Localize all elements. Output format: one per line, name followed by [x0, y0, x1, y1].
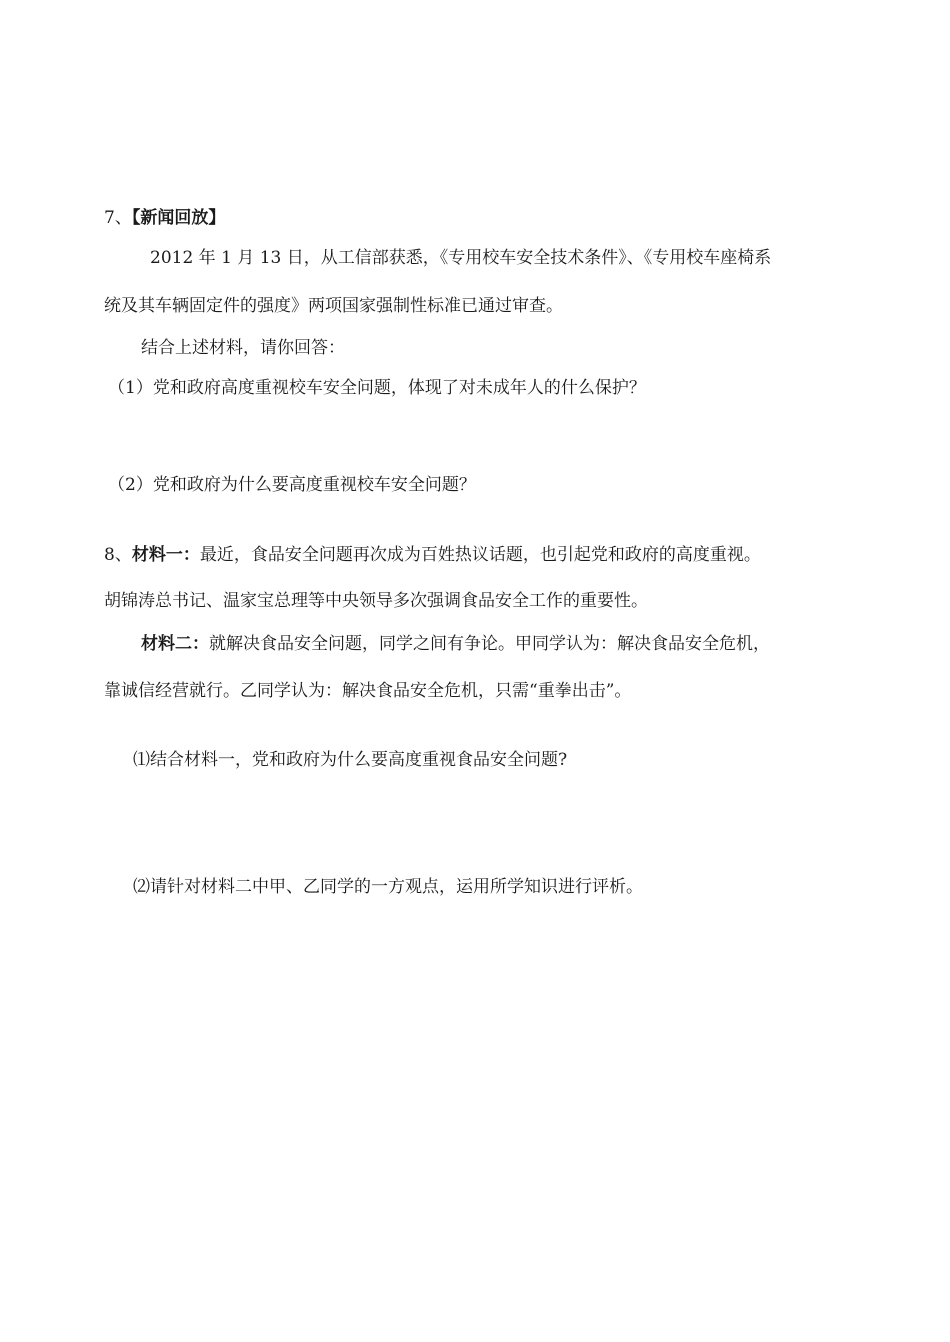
q7-title — [104, 206, 225, 230]
q8-material-2-label: 材料二： — [141, 634, 209, 654]
q8-material-1-line-1 — [104, 543, 761, 567]
q7-subquestion-2: （2）党和政府为什么要高度重视校车安全问题？ — [108, 475, 476, 495]
q7-paragraph-line-2: 统及其车辆固定件的强度》两项国家强制性标准已通过审查。 — [104, 296, 563, 316]
q7-number: 7、 — [104, 208, 132, 228]
q8-material-1-label: 材料一： — [131, 545, 200, 565]
q7-heading: 【新闻回放】 — [131, 208, 226, 228]
q8-material-2-line-2: 靠诚信经营就行。乙同学认为：解决食品安全危机，只需“重拳出击”。 — [104, 681, 632, 701]
q8-material-2-line-1 — [141, 632, 770, 656]
q8-material-1-line-2: 胡锦涛总书记、温家宝总理等中央领导多次强调食品安全工作的重要性。 — [104, 591, 648, 611]
q8-material-1-text: 最近，食品安全问题再次成为百姓热议话题，也引起党和政府的高度重视。 — [199, 545, 761, 565]
q8-material-2-text: 就解决食品安全问题，同学之间有争论。甲同学认为：解决食品安全危机， — [209, 634, 770, 654]
q8-subquestion-1: ⑴结合材料一，党和政府为什么要高度重视食品安全问题? — [133, 750, 568, 770]
q8-subquestion-2: ⑵请针对材料二中甲、乙同学的一方观点，运用所学知识进行评析。 — [133, 877, 643, 897]
q7-prompt: 结合上述材料，请你回答： — [141, 338, 345, 358]
q7-subquestion-1: （1）党和政府高度重视校车安全问题，体现了对未成年人的什么保护？ — [108, 378, 646, 398]
q8-number: 8、 — [104, 545, 132, 565]
q7-paragraph-line-1: 2012 年 1 月 13 日，从工信部获悉，《专用校车安全技术条件》、《专用校车座椅系 — [150, 248, 772, 268]
